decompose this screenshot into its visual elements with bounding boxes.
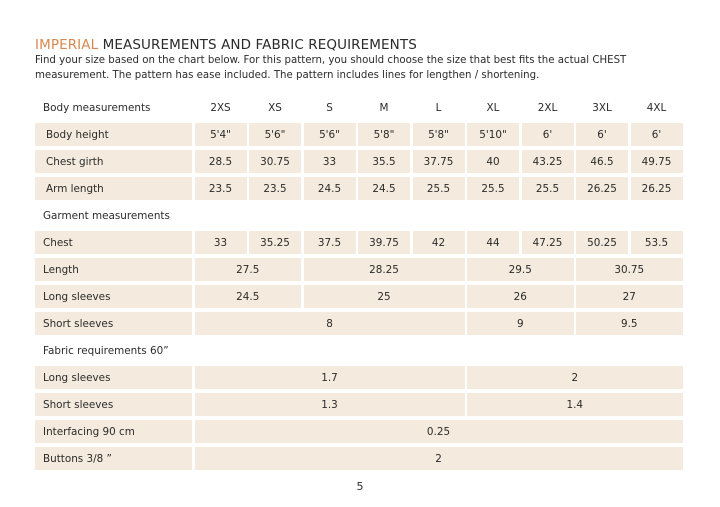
table-cell: 37.5 [304, 231, 356, 254]
table-cell: 46.5 [576, 150, 628, 173]
table-cell: 26.25 [631, 177, 683, 200]
intro-text: Find your size based on the chart below. For this pattern, you should choose the size that best fits the actual CHEST measurement. The pattern has ease included. The pattern includes lines for lengthen / shortening. [35, 55, 627, 81]
table-cell: 53.5 [631, 231, 683, 254]
table-cell: 5'6" [304, 123, 356, 146]
table-cell: 9.5 [576, 312, 683, 335]
table-cell: 24.5 [358, 177, 410, 200]
size-header: 4XL [646, 101, 667, 114]
page-number: 5 [356, 480, 364, 493]
row-label-chest: Chest [35, 231, 192, 254]
table-cell: 1.7 [195, 366, 465, 389]
table-cell: 6' [576, 123, 628, 146]
row-label-interfacing: Interfacing 90 cm [35, 420, 192, 443]
table-cell: 2 [467, 366, 683, 389]
table-cell: 30.75 [576, 258, 683, 281]
table-cell: 35.5 [358, 150, 410, 173]
size-header: L [435, 101, 442, 114]
table-cell: 23.5 [195, 177, 247, 200]
row-label-body-height: Body height [35, 123, 192, 146]
table-cell: 5'10" [467, 123, 519, 146]
table-cell: 35.25 [249, 231, 301, 254]
table-cell: 26 [467, 285, 574, 308]
table-cell: 2 [195, 447, 683, 470]
table-cell: 24.5 [195, 285, 302, 308]
table-cell: 5'6" [249, 123, 301, 146]
table-cell: 26.25 [576, 177, 628, 200]
title-accent: IMPERIAL [35, 37, 99, 53]
table-cell: 29.5 [467, 258, 574, 281]
section-fabric-requirements: Fabric requirements 60” [43, 344, 169, 357]
table-cell: 8 [195, 312, 465, 335]
size-header: S [326, 101, 333, 114]
table-cell: 25 [304, 285, 465, 308]
size-header: 2XS [210, 101, 231, 114]
table-cell: 40 [467, 150, 519, 173]
table-cell: 33 [304, 150, 356, 173]
table-cell: 24.5 [304, 177, 356, 200]
table-cell: 33 [195, 231, 247, 254]
table-cell: 5'4" [195, 123, 247, 146]
section-garment-measurements: Garment measurements [43, 209, 170, 222]
table-cell: 25.5 [467, 177, 519, 200]
section-body-measurements: Body measurements [43, 101, 151, 114]
table-cell: 47.25 [522, 231, 574, 254]
size-header: 2XL [537, 101, 558, 114]
table-cell: 50.25 [576, 231, 628, 254]
table-cell: 44 [467, 231, 519, 254]
table-cell: 28.5 [195, 150, 247, 173]
table-cell: 23.5 [249, 177, 301, 200]
row-label-fabric-long-sleeves: Long sleeves [35, 366, 192, 389]
table-cell: 49.75 [631, 150, 683, 173]
table-cell: 27.5 [195, 258, 302, 281]
row-label-length: Length [35, 258, 192, 281]
table-cell: 30.75 [249, 150, 301, 173]
table-cell: 1.4 [467, 393, 683, 416]
table-cell: 6' [631, 123, 683, 146]
table-cell: 0.25 [195, 420, 683, 443]
table-cell: 39.75 [358, 231, 410, 254]
size-header: 3XL [592, 101, 612, 114]
page-title [35, 37, 417, 53]
table-cell: 25.5 [522, 177, 574, 200]
title-rest: MEASUREMENTS AND FABRIC REQUIREMENTS [98, 37, 417, 53]
table-cell: 27 [576, 285, 683, 308]
table-cell: 1.3 [195, 393, 465, 416]
row-label-chest-girth: Chest girth [35, 150, 192, 173]
table-cell: 6' [522, 123, 574, 146]
table-cell: 5'8" [413, 123, 465, 146]
row-label-short-sleeves: Short sleeves [35, 312, 192, 335]
table-cell: 25.5 [413, 177, 465, 200]
row-label-arm-length: Arm length [35, 177, 192, 200]
size-header: M [379, 101, 389, 114]
table-cell: 43.25 [522, 150, 574, 173]
size-header: XL [486, 101, 500, 114]
row-label-long-sleeves: Long sleeves [35, 285, 192, 308]
table-cell: 28.25 [304, 258, 465, 281]
row-label-fabric-short-sleeves: Short sleeves [35, 393, 192, 416]
table-cell: 5'8" [358, 123, 410, 146]
row-label-buttons: Buttons 3/8 ” [35, 447, 192, 470]
table-cell: 37.75 [413, 150, 465, 173]
table-cell: 42 [413, 231, 465, 254]
size-header: XS [268, 101, 282, 114]
size-chart [35, 96, 683, 470]
table-cell: 9 [467, 312, 574, 335]
